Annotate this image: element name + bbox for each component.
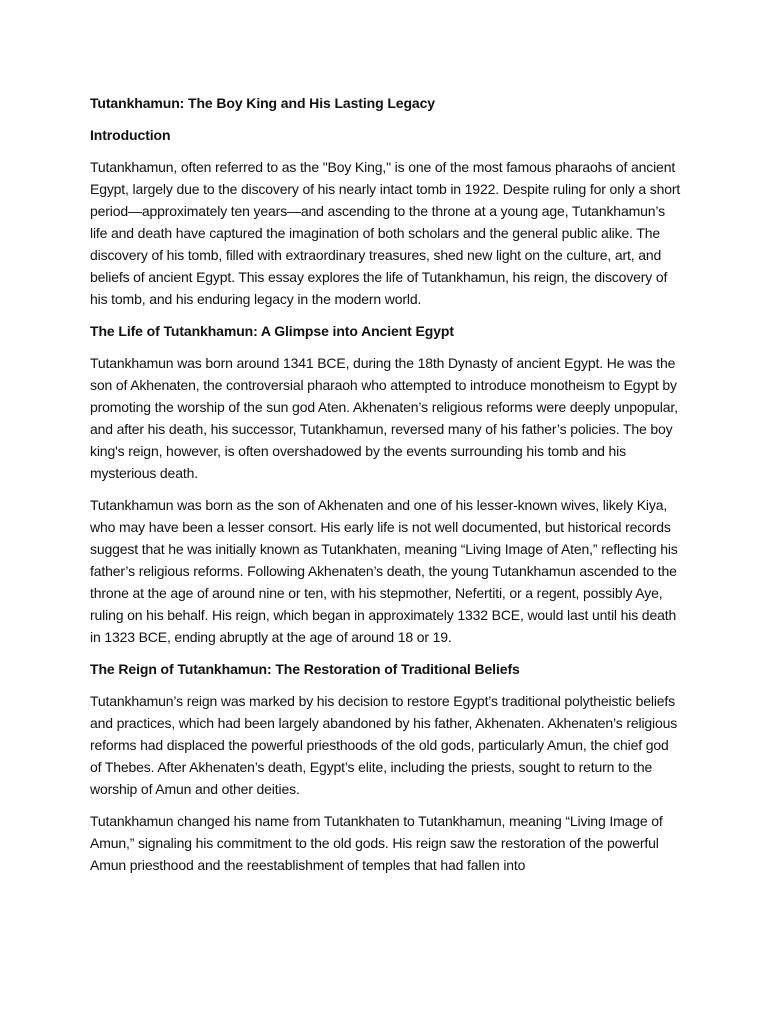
document-page <box>90 92 682 886</box>
paragraph: Tutankhamun, often referred to as the "Boy King," is one of the most famous pharaohs of ancient Egypt, largely due to the discovery of his nearly intact tomb in 1922. Despite ruling for only a short period—approximately ten years—and ascending to the throne at a young age, Tutankhamun’s life and death have captured the imagination of both scholars and the general public alike. The discovery of his tomb, filled with extraordinary treasures, shed new light on the culture, art, and beliefs of ancient Egypt. This essay explores the life of Tutankhamun, his reign, the discovery of his tomb, and his enduring legacy in the modern world. <box>90 159 681 307</box>
paragraph: Tutankhamun changed his name from Tutankhaten to Tutankhamun, meaning “Living Image of Amun,” signaling his commitment to the old gods. His reign saw the restoration of the powerful Amun priesthood and the reestablishment of temples that had fallen into <box>90 813 663 873</box>
paragraph: Tutankhamun’s reign was marked by his decision to restore Egypt’s traditional polytheistic beliefs and practices, which had been largely abandoned by his father, Akhenaten. Akhenaten’s religious reforms had displaced the powerful priesthoods of the old gods, particularly Amun, the chief god of Thebes. After Akhenaten’s death, Egypt’s elite, including the priests, sought to return to the worship of Amun and other deities. <box>90 693 678 797</box>
section-heading-life: The Life of Tutankhamun: A Glimpse into Ancient Egypt <box>90 323 454 339</box>
paragraph: Tutankhamun was born around 1341 BCE, during the 18th Dynasty of ancient Egypt. He was the son of Akhenaten, the controversial pharaoh who attempted to introduce monotheism to Egypt by promoting the worship of the sun god Aten. Akhenaten’s religious reforms were deeply unpopular, and after his death, his successor, Tutankhamun, reversed many of his father’s policies. The boy king's reign, however, is often overshadowed by the events surrounding his tomb and his mysterious death. <box>90 355 678 481</box>
section-heading-introduction: Introduction <box>90 127 171 143</box>
paragraph: Tutankhamun was born as the son of Akhenaten and one of his lesser-known wives, likely Kiya, who may have been a lesser consort. His early life is not well documented, but historical records suggest that he was initially known as Tutankhaten, meaning “Living Image of Aten,” reflecting his father’s religious reforms. Following Akhenaten’s death, the young Tutankhamun ascended to the throne at the age of around nine or ten, with his stepmother, Nefertiti, or a regent, possibly Aye, ruling on his behalf. His reign, which began in approximately 1332 BCE, would last until his death in 1323 BCE, ending abruptly at the age of around 18 or 19. <box>90 497 678 645</box>
section-heading-reign: The Reign of Tutankhamun: The Restoration of Traditional Beliefs <box>90 661 520 677</box>
document-title: Tutankhamun: The Boy King and His Lasting Legacy <box>90 95 435 111</box>
